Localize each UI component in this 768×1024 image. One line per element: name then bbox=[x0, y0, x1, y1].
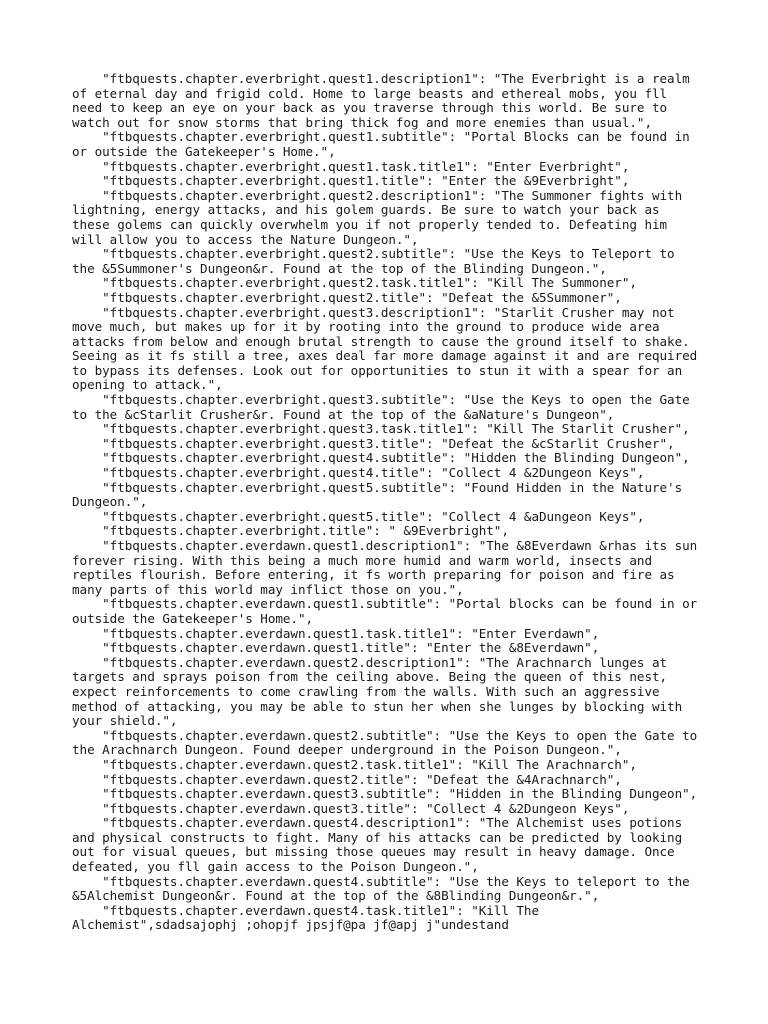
text-line: "ftbquests.chapter.everdawn.quest1.title": "Enter the &8Everdawn", bbox=[72, 640, 600, 656]
text-line: these golems can quickly overwhelm you if not properly tended to. Defeating him bbox=[72, 216, 668, 232]
text-line: or outside the Gatekeeper's Home.", bbox=[72, 143, 336, 159]
text-line: "ftbquests.chapter.everdawn.quest1.subtitle": "Portal blocks can be found in or bbox=[72, 596, 698, 612]
text-line: "ftbquests.chapter.everbright.quest1.subtitle": "Portal Blocks can be found in bbox=[72, 129, 690, 145]
text-line: "ftbquests.chapter.everbright.quest2.title": "Defeat the &5Summoner", bbox=[72, 289, 622, 305]
text-line: "ftbquests.chapter.everdawn.quest1.task.title1": "Enter Everdawn", bbox=[72, 625, 600, 641]
text-line: "ftbquests.chapter.everdawn.quest2.description1": "The Arachnarch lunges at bbox=[72, 654, 668, 670]
text-line: will allow you to access the Nature Dungeon.", bbox=[72, 231, 419, 247]
text-line: expect reinforcements to come crawling from the walls. With such an aggressive bbox=[72, 683, 660, 699]
text-line: "ftbquests.chapter.everbright.quest2.description1": "The Summoner fights with bbox=[72, 187, 683, 203]
text-line: Alchemist",sdadsajophj ;ohopjf jpsjf@pa jf@apj j"undestand bbox=[72, 917, 509, 933]
text-line: "ftbquests.chapter.everbright.quest4.title": "Collect 4 &2Dungeon Keys", bbox=[72, 465, 645, 481]
text-line: move much, but makes up for it by rooting into the ground to produce wide area bbox=[72, 319, 660, 335]
text-line: "ftbquests.chapter.everbright.quest4.subtitle": "Hidden the Blinding Dungeon", bbox=[72, 450, 690, 466]
text-line bbox=[72, 933, 712, 948]
text-line: "ftbquests.chapter.everbright.quest1.task.title1": "Enter Everbright", bbox=[72, 158, 630, 174]
text-line: the &5Summoner's Dungeon&r. Found at the top of the Blinding Dungeon.", bbox=[72, 260, 607, 276]
text-line: outside the Gatekeeper's Home.", bbox=[72, 610, 314, 626]
document-body bbox=[72, 72, 712, 948]
text-line: to the &cStarlit Crusher&r. Found at the top of the &aNature's Dungeon", bbox=[72, 406, 615, 422]
text-line: watch out for snow storms that bring thick fog and more enemies than usual.", bbox=[72, 114, 652, 130]
text-line: attacks from below and enough brutal strength to cause the ground itself to shake. bbox=[72, 333, 690, 349]
text-line: method of attacking, you may be able to stun her when she lunges by blocking with bbox=[72, 698, 683, 714]
text-line: "ftbquests.chapter.everdawn.quest4.task.title1": "Kill The bbox=[72, 902, 539, 918]
text-line: the Arachnarch Dungeon. Found deeper underground in the Poison Dungeon.", bbox=[72, 742, 622, 758]
text-line: "ftbquests.chapter.everdawn.quest2.title": "Defeat the &4Arachnarch", bbox=[72, 771, 622, 787]
text-line: "ftbquests.chapter.everbright.quest3.description1": "Starlit Crusher may not bbox=[72, 304, 675, 320]
text-line: "ftbquests.chapter.everdawn.quest4.subtitle": "Use the Keys to teleport to the bbox=[72, 873, 690, 889]
text-line: "ftbquests.chapter.everbright.quest3.subtitle": "Use the Keys to open the Gate bbox=[72, 392, 690, 408]
text-line: and physical constructs to fight. Many of his attacks can be predicted by looking bbox=[72, 829, 683, 845]
text-line: targets and sprays poison from the ceiling above. Being the queen of this nest, bbox=[72, 669, 668, 685]
text-line: Dungeon.", bbox=[72, 494, 148, 510]
text-line: of eternal day and frigid cold. Home to large beasts and ethereal mobs, you fll bbox=[72, 85, 668, 101]
text-line: your shield.", bbox=[72, 713, 178, 729]
text-line: to bypass its defenses. Look out for opportunities to stun it with a spear for an bbox=[72, 362, 683, 378]
text-line: "ftbquests.chapter.everbright.quest3.task.title1": "Kill The Starlit Crusher", bbox=[72, 421, 690, 437]
text-line: "ftbquests.chapter.everbright.quest5.subtitle": "Found Hidden in the Nature's bbox=[72, 479, 683, 495]
text-line: &5Alchemist Dungeon&r. Found at the top of the &8Blinding Dungeon&r.", bbox=[72, 888, 600, 904]
text-line: "ftbquests.chapter.everdawn.quest1.description1": "The &8Everdawn &rhas its sun bbox=[72, 538, 698, 553]
text-line: lightning, energy attacks, and his golem guards. Be sure to watch your back as bbox=[72, 202, 660, 218]
text-line: "ftbquests.chapter.everbright.title": " &9Everbright", bbox=[72, 523, 509, 539]
text-line: "ftbquests.chapter.everbright.quest1.title": "Enter the &9Everbright", bbox=[72, 173, 630, 189]
text-line: "ftbquests.chapter.everbright.quest5.title": "Collect 4 &aDungeon Keys", bbox=[72, 508, 645, 524]
text-line: defeated, you fll gain access to the Poison Dungeon.", bbox=[72, 859, 479, 875]
text-line: reptiles flourish. Before entering, it fs worth preparing for poison and fire as bbox=[72, 567, 675, 583]
text-line: need to keep an eye on your back as you traverse through this world. Be sure to bbox=[72, 100, 668, 116]
text-line: "ftbquests.chapter.everdawn.quest3.subtitle": "Hidden in the Blinding Dungeon", bbox=[72, 786, 698, 802]
text-line: "ftbquests.chapter.everbright.quest1.description1": "The Everbright is a realm bbox=[72, 71, 690, 86]
text-line: out for visual queues, but missing those queues may result in heavy damage. Once bbox=[72, 844, 675, 860]
text-line: "ftbquests.chapter.everdawn.quest3.title": "Collect 4 &2Dungeon Keys", bbox=[72, 800, 630, 816]
text-line: "ftbquests.chapter.everdawn.quest2.task.title1": "Kill The Arachnarch", bbox=[72, 756, 637, 772]
text-line: "ftbquests.chapter.everdawn.quest4.description1": "The Alchemist uses potions bbox=[72, 815, 683, 831]
text-line: "ftbquests.chapter.everdawn.quest2.subtitle": "Use the Keys to open the Gate to bbox=[72, 727, 698, 743]
text-line: opening to attack.", bbox=[72, 377, 223, 393]
text-line: "ftbquests.chapter.everbright.quest2.subtitle": "Use the Keys to Teleport to bbox=[72, 246, 675, 262]
text-line: "ftbquests.chapter.everbright.quest3.title": "Defeat the &cStarlit Crusher", bbox=[72, 435, 675, 451]
text-line: Seeing as it fs still a tree, axes deal far more damage against it and are required bbox=[72, 348, 698, 364]
text-line: many parts of this world may inflict those on you.", bbox=[72, 581, 464, 597]
text-line: forever rising. With this being a much more humid and warm world, insects and bbox=[72, 552, 652, 568]
text-line: "ftbquests.chapter.everbright.quest2.task.title1": "Kill The Summoner", bbox=[72, 275, 637, 291]
